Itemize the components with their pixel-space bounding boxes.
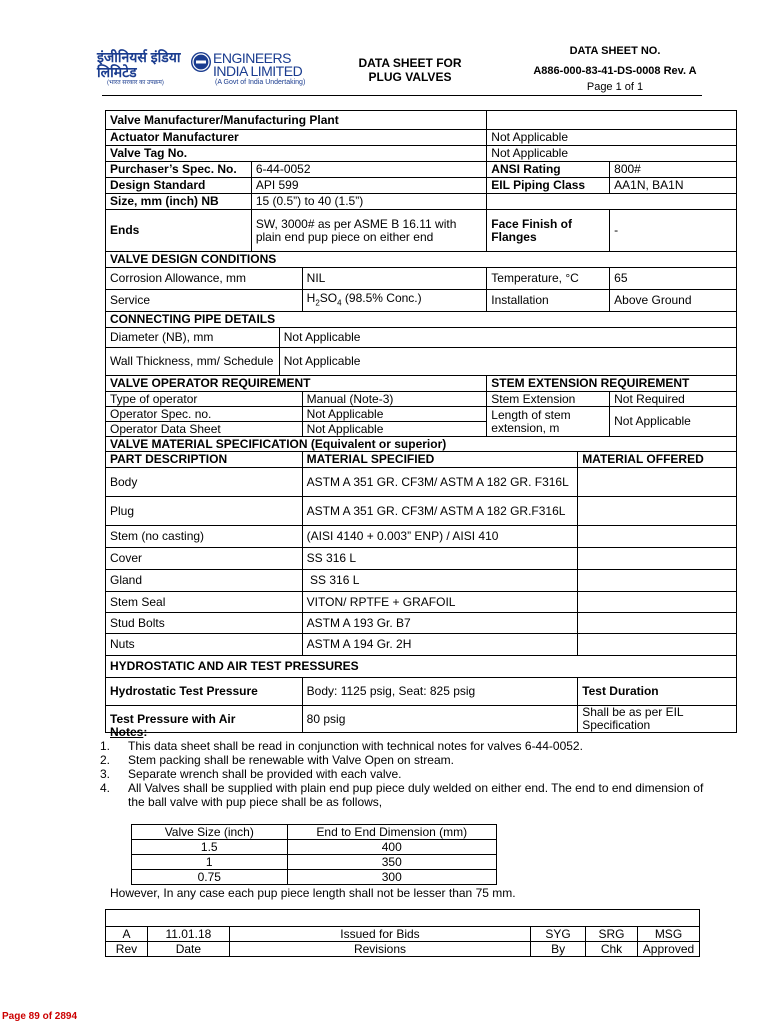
ends-value: SW, 3000# as per ASME B 16.11 with plain end pup piece on either end [251, 210, 486, 252]
material-part: Body [106, 468, 303, 497]
operator-title: VALVE OPERATOR REQUIREMENT [106, 376, 487, 392]
tag-label: Valve Tag No. [106, 146, 487, 162]
stem-extension-value: Not Required [610, 392, 737, 407]
manufacturer-label: Valve Manufacturer/Manufacturing Plant [106, 111, 487, 130]
spec-value: 6-44-0052 [251, 162, 486, 178]
operator-datasheet-value: Not Applicable [302, 422, 487, 437]
dim-length: 400 [287, 840, 496, 855]
operator-type-label: Type of operator [106, 392, 303, 407]
list-item: 1. This data sheet shall be read in conjunction with technical notes for valves 6-44-0052. [100, 739, 583, 753]
material-specified: ASTM A 351 GR. CF3M/ ASTM A 182 GR.F316L [302, 497, 578, 526]
ends-label: Ends [106, 210, 252, 252]
material-specified: ASTM A 351 GR. CF3M/ ASTM A 182 GR. F316L [302, 468, 578, 497]
logo-english-line1: ENGINEERS [213, 50, 291, 66]
dim-size: 0.75 [132, 870, 288, 885]
revision-table [105, 909, 700, 957]
dim-size: 1 [132, 855, 288, 870]
material-col-offered: MATERIAL OFFERED [578, 452, 737, 468]
eil-emblem-icon [191, 52, 211, 72]
material-specified: (AISI 4140 + 0.003” ENP) / AISI 410 [302, 526, 578, 548]
date-header: Date [147, 942, 229, 957]
air-test-value: 80 psig [302, 706, 578, 733]
approved-header: Approved [637, 942, 699, 957]
design-label: Design Standard [106, 178, 252, 194]
material-offered [578, 526, 737, 548]
list-item: 3. Separate wrench shall be provided with each valve. [100, 767, 402, 781]
operator-datasheet-label: Operator Data Sheet [106, 422, 303, 437]
face-finish-value: - [610, 210, 737, 252]
ansi-value: 800# [610, 162, 737, 178]
actuator-value: Not Applicable [487, 130, 737, 146]
notes-title [110, 725, 147, 739]
datasheet-no-label: DATA SHEET NO. [569, 45, 661, 57]
material-title: VALVE MATERIAL SPECIFICATION (Equivalent or superior) [106, 437, 737, 452]
material-offered [578, 634, 737, 656]
stem-length-value: Not Applicable [610, 407, 737, 437]
eil-class-value: AA1N, BA1N [610, 178, 737, 194]
material-part: Stem Seal [106, 592, 303, 613]
service-label: Service [106, 290, 303, 312]
hydrostatic-value: Body: 1125 psig, Seat: 825 psig [302, 678, 578, 706]
air-test-label: Test Pressure with Air [106, 706, 303, 733]
material-col-specified: MATERIAL SPECIFIED [302, 452, 578, 468]
test-duration-label: Test Duration [578, 678, 737, 706]
diameter-value: Not Applicable [279, 328, 736, 348]
dim-header-length: End to End Dimension (mm) [287, 825, 496, 840]
pipe-details-title: CONNECTING PIPE DETAILS [106, 312, 737, 328]
material-offered [578, 592, 737, 613]
material-part: Gland [106, 570, 303, 592]
material-offered [578, 497, 737, 526]
material-specified: SS 316 L [302, 548, 578, 570]
material-offered [578, 570, 737, 592]
logo [97, 48, 312, 88]
temperature-value: 65 [610, 268, 737, 290]
material-part: Stem (no casting) [106, 526, 303, 548]
material-offered [578, 468, 737, 497]
stem-extension-title: STEM EXTENSION REQUIREMENT [487, 376, 737, 392]
list-item: 4. All Valves shall be supplied with plain end pup piece duly welded on either end. The end to end dimension of the ball valve with pup piece shall be as follows, [100, 781, 704, 809]
doc-title-line2: PLUG VALVES [368, 70, 452, 84]
operator-type-value: Manual (Note-3) [302, 392, 487, 407]
test-title: HYDROSTATIC AND AIR TEST PRESSURES [106, 656, 737, 678]
page-number: Page 1 of 1 [586, 81, 644, 93]
stem-length-label: Length of stem extension, m [487, 407, 610, 437]
list-item: 2. Stem packing shall be renewable with Valve Open on stream. [100, 753, 454, 767]
ansi-label: ANSI Rating [487, 162, 610, 178]
installation-label: Installation [487, 290, 610, 312]
rev-cell: A [106, 927, 148, 942]
notes-footer: However, In any case each pup piece length shall not be lesser than 75 mm. [110, 886, 516, 900]
rev-date-cell: 11.01.18 [147, 927, 229, 942]
datasheet-number: A886-000-83-41-DS-0008 Rev. A [533, 65, 697, 77]
material-offered [578, 613, 737, 634]
material-specified: ASTM A 193 Gr. B7 [302, 613, 578, 634]
design-conditions-title: VALVE DESIGN CONDITIONS [106, 252, 737, 268]
material-part: Cover [106, 548, 303, 570]
wall-thickness-label: Wall Thickness, mm/ Schedule [106, 348, 280, 376]
dim-length: 350 [287, 855, 496, 870]
corrosion-label: Corrosion Allowance, mm [106, 268, 303, 290]
dim-header-size: Valve Size (inch) [132, 825, 288, 840]
rev-chk-cell: SRG [586, 927, 638, 942]
rev-by-cell: SYG [531, 927, 586, 942]
size-value: 15 (0.5”) to 40 (1.5”) [251, 194, 486, 210]
logo-sub-hindi: (भारत सरकार का उपक्रम) [107, 80, 164, 86]
rev-approved-cell: MSG [637, 927, 699, 942]
chk-header: Chk [586, 942, 638, 957]
face-finish-label: Face Finish of Flanges [487, 210, 610, 252]
material-specified: VITON/ RPTFE + GRAFOIL [302, 592, 578, 613]
revision-spacer [106, 910, 700, 927]
material-part: Plug [106, 497, 303, 526]
notes-list [100, 739, 710, 809]
temperature-label: Temperature, °C [487, 268, 610, 290]
corrosion-value: NIL [302, 268, 487, 290]
by-header: By [531, 942, 586, 957]
material-part: Stud Bolts [106, 613, 303, 634]
tag-value: Not Applicable [487, 146, 737, 162]
revisions-header: Revisions [229, 942, 530, 957]
logo-english-line2: INDIA LIMITED [213, 63, 303, 79]
logo-sub-english: (A Govt of India Undertaking) [215, 79, 306, 86]
material-specified: SS 316 L [302, 570, 578, 592]
spec-label: Purchaser’s Spec. No. [106, 162, 252, 178]
operator-spec-label: Operator Spec. no. [106, 407, 303, 422]
material-offered [578, 548, 737, 570]
design-value: API 599 [251, 178, 486, 194]
manufacturer-value [487, 111, 737, 130]
wall-thickness-value: Not Applicable [279, 348, 736, 376]
actuator-label: Actuator Manufacturer [106, 130, 487, 146]
material-specified: ASTM A 194 Gr. 2H [302, 634, 578, 656]
page-footer: Page 89 of 2894 [2, 1011, 78, 1022]
hydrostatic-label: Hydrostatic Test Pressure [106, 678, 303, 706]
material-col-part: PART DESCRIPTION [106, 452, 303, 468]
eil-class-label: EIL Piping Class [487, 178, 610, 194]
datasheet-table [105, 110, 737, 733]
header-rule [102, 95, 702, 96]
test-duration-value: Shall be as per EIL Specification [578, 706, 737, 733]
rev-header: Rev [106, 942, 148, 957]
operator-spec-value: Not Applicable [302, 407, 487, 422]
material-part: Nuts [106, 634, 303, 656]
service-value: $H_2SO_4$ (98.5% Conc.) [302, 290, 487, 312]
dimension-table [131, 824, 497, 885]
logo-hindi-text: इंजीनियर्स इंडिया लिमिटेड [97, 49, 181, 80]
dim-length: 300 [287, 870, 496, 885]
size-blank [487, 194, 737, 210]
rev-desc-cell: Issued for Bids [229, 927, 530, 942]
stem-extension-label: Stem Extension [487, 392, 610, 407]
notes-colon: : [143, 725, 148, 739]
doc-title-line1: DATA SHEET FOR [358, 56, 462, 70]
notes-title-text: Notes [110, 725, 144, 739]
installation-value: Above Ground [610, 290, 737, 312]
dim-size: 1.5 [132, 840, 288, 855]
diameter-label: Diameter (NB), mm [106, 328, 280, 348]
size-label: Size, mm (inch) NB [106, 194, 252, 210]
